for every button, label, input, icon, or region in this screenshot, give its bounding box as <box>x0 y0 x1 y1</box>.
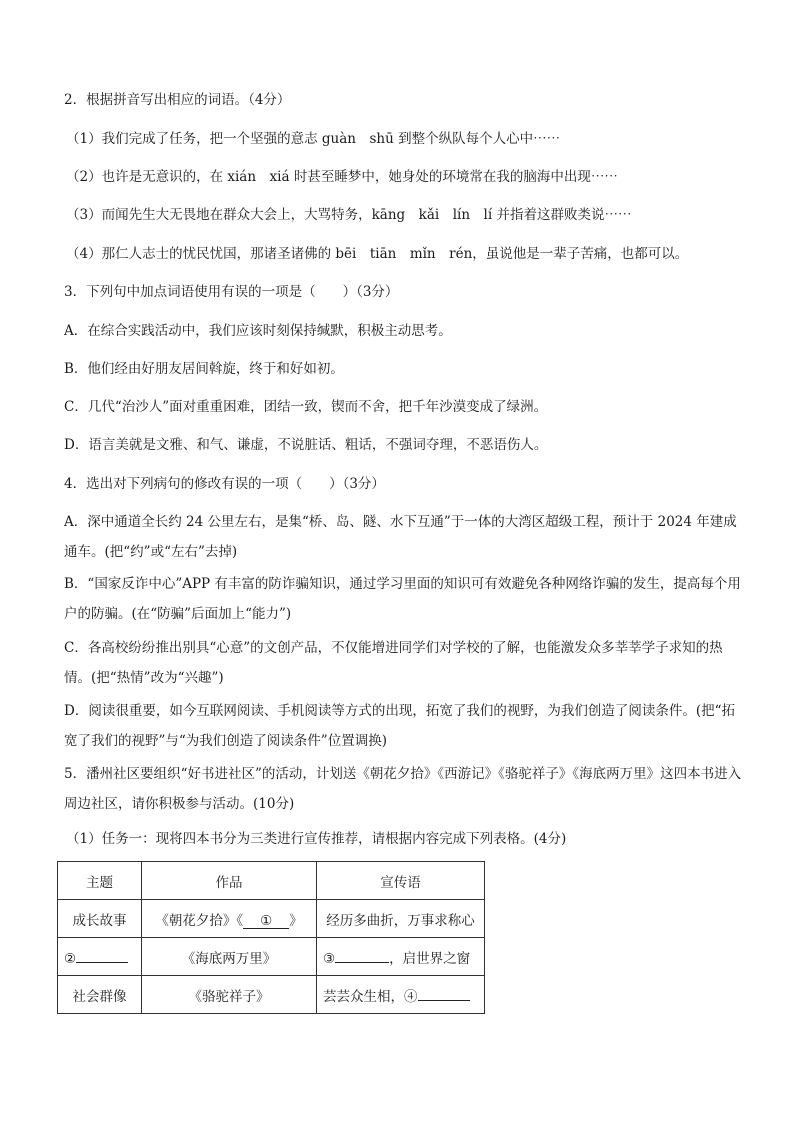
q2-item-4: （4）那仁人志士的忧民忧国，那诸圣诸佛的 bēi tiān mǐn rén，虽说他是一辈子苦痛，也都可以。 <box>66 246 689 262</box>
q4-option-d: D．阅读很重要，如今互联网阅读、手机阅读等方式的出现，拓宽了我们的视野，为我们创造了阅读条件。(把“拓宽了我们的视野”与“为我们创造了阅读条件”位置调换) <box>64 703 735 749</box>
row1-slogan: 经历多曲折，万事求称心 <box>317 900 485 938</box>
blank-1-marker: ① <box>260 912 273 929</box>
q4-title: 4．选出对下列病句的修改有误的一项（ ）（3分） <box>64 476 385 492</box>
header-works: 作品 <box>142 862 317 900</box>
q5-title: 5．潘州社区要组织“好书进社区”的活动，计划送《朝花夕拾》《西游记》《骆驼祥子》《海底两万里》这四本书进入周边社区，请你积极参与活动。(10分) <box>64 766 742 812</box>
blank-3[interactable] <box>335 947 389 963</box>
q2-title: 2．根据拼音写出相应的词语。（4分） <box>64 92 291 108</box>
q3-option-d: D．语言美就是文雅、和气、谦虚，不说脏话、粗话，不强词夺理，不恶语伤人。 <box>64 437 548 453</box>
row2-slogan-marker: ③ <box>323 950 336 967</box>
q3-title: 3．下列句中加点词语使用有误的一项是（ ）（3分） <box>64 284 399 300</box>
row1-works <box>142 900 317 938</box>
q4-option-c: C．各高校纷纷推出别具“心意”的文创产品，不仅能增进同学们对学校的了解，也能激发众多莘莘学子求知的热情。(把“热情”改为“兴趣”) <box>64 640 723 686</box>
row1-works-prefix: 《朝花夕拾》《 <box>155 912 244 929</box>
header-theme: 主题 <box>58 862 142 900</box>
row2-theme <box>58 938 142 976</box>
q5-task1: （1）任务一：现将四本书分为三类进行宣传推荐，请根据内容完成下列表格。(4分) <box>66 831 567 847</box>
table-row <box>58 900 485 938</box>
table-header-row <box>58 862 485 900</box>
row1-theme: 成长故事 <box>58 900 142 938</box>
promo-table <box>57 861 485 1014</box>
row3-theme: 社会群像 <box>58 976 142 1014</box>
row2-slogan-suffix: ，启世界之窗 <box>389 950 471 967</box>
header-slogan: 宣传语 <box>317 862 485 900</box>
row2-theme-marker: ② <box>64 950 77 967</box>
row3-slogan-prefix: 芸芸众生相，④ <box>323 988 418 1005</box>
q2-item-1: （1）我们完成了任务，把一个坚强的意志 guàn shū 到整个纵队每个人心中⋯⋯ <box>66 131 561 147</box>
row3-slogan <box>317 976 485 1014</box>
q2-item-3: （3）而闻先生大无畏地在群众大会上，大骂特务，kāng kǎi lín lí 并指着这群败类说⋯⋯ <box>66 207 632 223</box>
blank-4[interactable] <box>418 985 470 1001</box>
row3-works: 《骆驼祥子》 <box>142 976 317 1014</box>
q4-option-b: B．“国家反诈中心”APP 有丰富的防诈骗知识，通过学习里面的知识可有效避免各种网络诈骗的发生，提高每个用户的防骗。(在“防骗”后面加上“能力”) <box>64 576 741 622</box>
blank-1[interactable] <box>243 913 289 929</box>
blank-2[interactable] <box>76 947 128 963</box>
q3-option-c: C．几代“治沙人”面对重重困难，团结一致，锲而不舍，把千年沙漠变成了绿洲。 <box>64 399 548 415</box>
q3-option-a: A．在综合实践活动中，我们应该时刻保持缄默，积极主动思考。 <box>64 323 452 339</box>
row2-slogan <box>317 938 485 976</box>
q3-option-b: B．他们经由好朋友居间斡旋，终于和好如初。 <box>64 361 344 377</box>
table-row <box>58 976 485 1014</box>
row1-works-suffix: 》 <box>289 912 303 929</box>
q4-option-a: A．深中通道全长约 24 公里左右，是集“桥、岛、隧、水下互通”于一体的大湾区超级工程，预计于 2024 年建成通车。(把“约”或“左右”去掉) <box>64 514 737 560</box>
table-row <box>58 938 485 976</box>
q2-item-2: （2）也许是无意识的，在 xián xiá 时甚至睡梦中，她身处的环境常在我的脑海中出现⋯⋯ <box>66 169 618 185</box>
row2-works: 《海底两万里》 <box>142 938 317 976</box>
